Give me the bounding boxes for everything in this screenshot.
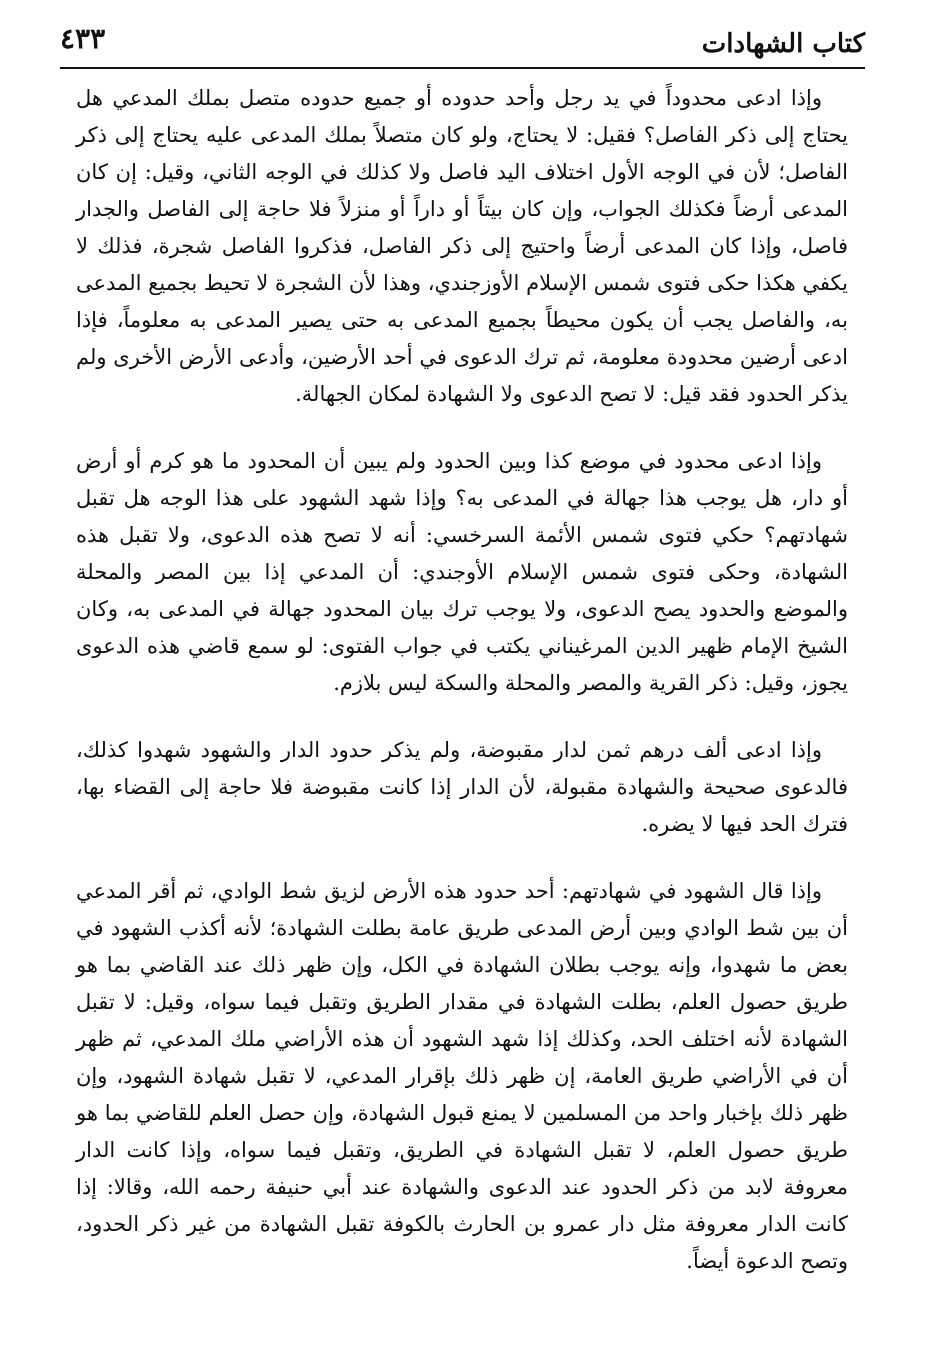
paragraph: وإذا ادعى ألف درهم ثمن لدار مقبوضة، ولم يذكر حدود الدار والشهود شهدوا كذلك، فالدعوى صحيحة والشهادة مقبولة، لأن الدار إذا كانت مقبوضة فلا حاجة إلى القضاء بها، فترك الحد فيها لا يضره. (76, 738, 848, 836)
paragraph: وإذا قال الشهود في شهادتهم: أحد حدود هذه الأرض لزيق شط الوادي، ثم أقر المدعي أن بين شط الوادي وبين أرض المدعى طريق عامة بطلت الشهادة؛ لأنه أكذب الشهود في بعض ما شهدوا، وإنه يوجب بطلان الشهادة في الكل، وإن ظهر ذلك عند القاضي بما هو طريق حصول العلم، بطلت الشهادة في مقدار الطريق وتقبل فيما سواه، وقيل: لا تقبل الشهادة لأنه اختلف الحد، وكذلك إذا شهد الشهود أن هذه الأراضي ملك المدعي، ثم ظهر أن في الأراضي طريق العامة، إن ظهر ذلك بإقرار المدعي، لا تقبل شهادة الشهود، وإن ظهر ذلك بإخبار واحد من المسلمين لا يمنع قبول الشهادة، وإن حصل العلم للقاضي بما هو طريق حصول العلم، لا تقبل الشهادة في الطريق، وتقبل فيما سواه، وإذا كانت الدار معروفة لابد من ذكر الحدود عند الدعوى والشهادة عند أبي حنيفة رحمه الله، وقالا: إذا كانت الدار معروفة مثل دار عمرو بن الحارث بالكوفة تقبل الشهادة من غير ذكر الحدود، وتصح الدعوة أيضاً. (76, 879, 848, 1273)
paragraph: وإذا ادعى محدود في موضع كذا وبين الحدود ولم يبين أن المحدود ما هو كرم أو أرض أو دار، هل يوجب هذا جهالة في المدعى به؟ وإذا شهد الشهود على هذا الوجه هل تقبل شهادتهم؟ حكي فتوى شمس الأئمة السرخسي: أنه لا تصح هذه الدعوى، ولا تقبل هذه الشهادة، وحكى فتوى شمس الإسلام الأوجندي: أن المدعي إذا بين المصر والمحلة والموضع والحدود يصح الدعوى، ولا يوجب ترك بيان المحدود جهالة في المدعى به، وكان الشيخ الإمام ظهير الدين المرغيناني يكتب في جواب الفتوى: لو سمع قاضي هذه الدعوى يجوز، وقيل: ذكر القرية والمصر والمحلة والسكة ليس بلازم. (76, 449, 848, 695)
book-title: كتاب الشهادات (701, 29, 865, 59)
paragraph: وإذا ادعى محدوداً في يد رجل وأحد حدوده أو جميع حدوده متصل بملك المدعي هل يحتاج إلى ذكر الفاصل؟ فقيل: لا يحتاج، ولو كان متصلاً بملك المدعى عليه يحتاج إلى ذكر الفاصل؛ لأن في الوجه الأول اختلاف اليد فاصل ولا كذلك في الوجه الثاني، وقيل: إن كان المدعى أرضاً فكذلك الجواب، وإن كان بيتاً أو داراً أو منزلاً فلا حاجة إلى الفاصل والجدار فاصل، وإذا كان المدعى أرضاً واحتيج إلى ذكر الفاصل، فذكروا الفاصل شجرة، فذلك لا يكفي هكذا حكى فتوى شمس الإسلام الأوزجندي، وهذا لأن الشجرة لا تحيط بجميع المدعى به، والفاصل يجب أن يكون محيطاً بجميع المدعى به حتى يصير المدعى به معلوماً، فإذا ادعى أرضين محدودة معلومة، ثم ترك الدعوى في أحد الأرضين، وأدعى الأرض الأخرى ولم يذكر الحدود فقد قيل: لا تصح الدعوى ولا الشهادة لمكان الجهالة. (76, 86, 848, 406)
page-body (76, 80, 848, 1280)
running-header (60, 22, 865, 66)
page-number: ٤٣٣ (60, 22, 106, 55)
header-rule (60, 67, 865, 69)
